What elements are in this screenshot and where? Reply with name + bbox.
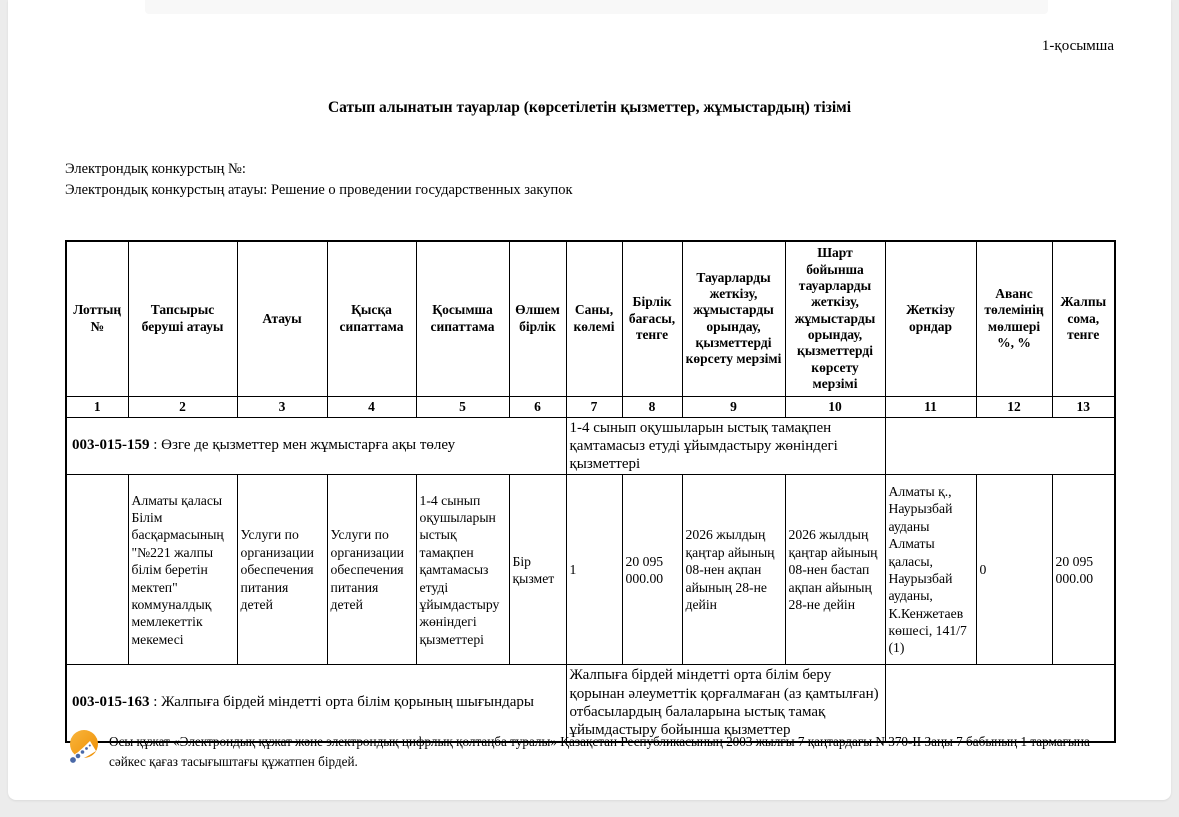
document-page: [8, 0, 1171, 800]
col-header-contract-delivery-term: Шарт бойынша тауарларды жеткізу, жұмыстарды орындау, қызметтерді көрсету мерзімі: [785, 241, 885, 396]
egov-stamp-icon: [66, 729, 102, 767]
lot-group-row-159: [66, 417, 1115, 475]
col-header-unit-price: Бірлік бағасы, тенге: [622, 241, 682, 396]
lot-title: : Жалпыға бірдей міндетті орта білім қорының шығындары: [149, 694, 534, 711]
col-number: 3: [237, 396, 327, 417]
lot-title: : Өзге де қызметтер мен жұмыстарға ақы төлеу: [149, 437, 456, 454]
cell-contract-delivery-term: 2026 жылдың қаңтар айының 08-нен бастап ақпан айының 28-не дейін: [785, 475, 885, 665]
cell-total-sum: 20 095 000.00: [1052, 475, 1115, 665]
col-header-advance-payment: Аванс төлемінің мөлшері %, %: [976, 241, 1052, 396]
cell-quantity: 1: [566, 475, 622, 665]
cell-additional-description: 1-4 сынып оқушыларын ыстық тамақпен қамтамасыз етуді ұйымдастыру жөніндегі қызметтері: [416, 475, 509, 665]
contest-meta: [65, 159, 573, 201]
cell-lot-number: [66, 475, 128, 665]
contest-number-line: Электрондық конкурстың №:: [65, 161, 246, 177]
column-number-row: [66, 396, 1115, 417]
cell-unit-price: 20 095 000.00: [622, 475, 682, 665]
lot-number: 003-015-159: [72, 437, 150, 454]
procurement-table: [65, 240, 1116, 743]
col-header-customer: Тапсырыс беруші атауы: [128, 241, 237, 396]
cell-advance-payment: 0: [976, 475, 1052, 665]
col-header-delivery-place: Жеткізу орндар: [885, 241, 976, 396]
cell-delivery-term: 2026 жылдың қаңтар айының 08-нен ақпан айының 28-не дейін: [682, 475, 785, 665]
col-header-unit: Өлшем бірлік: [509, 241, 566, 396]
page-top-shade: [145, 0, 1048, 14]
col-header-name: Атауы: [237, 241, 327, 396]
col-number: 4: [327, 396, 416, 417]
col-number: 2: [128, 396, 237, 417]
cell-short-description: Услуги по организации обеспечения питания детей: [327, 475, 416, 665]
col-header-lot-number: Лоттың №: [66, 241, 128, 396]
lot-title-cell: [66, 417, 566, 475]
col-number: 7: [566, 396, 622, 417]
col-number: 11: [885, 396, 976, 417]
col-number: 6: [509, 396, 566, 417]
col-number: 5: [416, 396, 509, 417]
page-title: Сатып алынатын тауарлар (көрсетілетін қызметтер, жұмыстардың) тізімі: [327, 99, 852, 116]
col-number: 12: [976, 396, 1052, 417]
cell-delivery-place: Алматы қ., Наурызбай ауданы Алматы қаласы, Наурызбай ауданы, К.Кенжетаев көшесі, 141/7 (1): [885, 475, 976, 665]
cell-name: Услуги по организации обеспечения питания детей: [237, 475, 327, 665]
col-header-additional-description: Қосымша сипаттама: [416, 241, 509, 396]
lot-empty-cell: [885, 417, 1115, 475]
table-row: [66, 475, 1115, 665]
col-number: 10: [785, 396, 885, 417]
appendix-label: 1-қосымша: [1041, 38, 1114, 54]
contest-name-line: Электрондық конкурстың атауы: Решение о проведении государственных закупок: [65, 182, 573, 198]
cell-customer: Алматы қаласы Білім басқармасының "№221 жалпы білім беретін мектеп" коммуналдық мемлекеттік мекемесі: [128, 475, 237, 665]
col-header-delivery-term: Тауарларды жеткізу, жұмыстарды орындау, қызметтерді көрсету мерзімі: [682, 241, 785, 396]
col-header-quantity: Саны, көлемі: [566, 241, 622, 396]
col-number: 1: [66, 396, 128, 417]
cell-unit: Бір қызмет: [509, 475, 566, 665]
col-number: 9: [682, 396, 785, 417]
table-header-row: [66, 241, 1115, 396]
signature-footer: [66, 729, 1122, 772]
col-header-short-description: Қысқа сипаттама: [327, 241, 416, 396]
lot-description-cell: 1-4 сынып оқушыларын ыстық тамақпен қамтамасыз етуді ұйымдастыру жөніндегі қызметтері: [566, 417, 885, 475]
lot-description-cell: Жалпыға бірдей міндетті орта білім беру қорынан әлеуметтік қорғалмаған (аз қамтылған) отбасылардың балаларына ыстық тамақ ұйымдастыру бойынша қызметтер: [566, 665, 885, 742]
col-number: 13: [1052, 396, 1115, 417]
legal-notice-text: Осы құжат «Электрондық құжат және электрондық цифрлық қолтаңба туралы» Қазақстан Республикасының 2003 жылғы 7 қаңтардағы N 370-II Заңы 7 бабының 1 тармағына сәйкес қағаз тасығыштағы құжатпен бірдей.: [109, 734, 1090, 769]
col-number: 8: [622, 396, 682, 417]
lot-number: 003-015-163: [72, 694, 150, 711]
col-header-total-sum: Жалпы сома, тенге: [1052, 241, 1115, 396]
